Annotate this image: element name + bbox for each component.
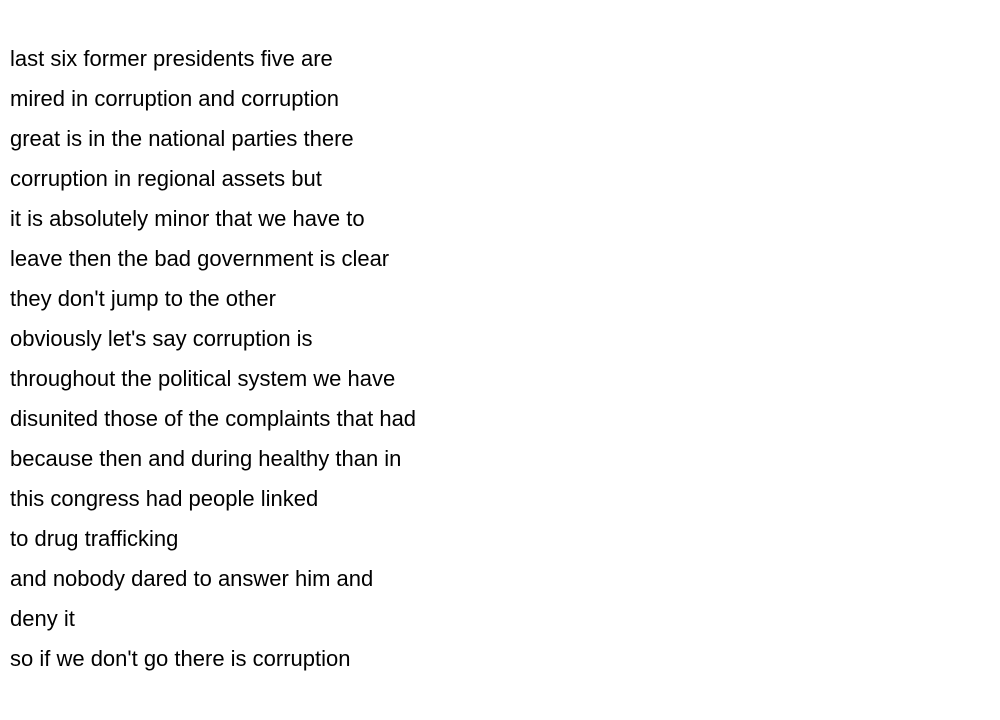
transcript-line: because then and during healthy than in (10, 446, 402, 471)
transcript-line: leave then the bad government is clear (10, 246, 390, 271)
transcript-line: corruption in regional assets but (10, 166, 322, 191)
transcript-line: deny it (10, 606, 75, 631)
transcript-line: throughout the political system we have (10, 366, 396, 391)
transcript-line: this congress had people linked (10, 486, 319, 511)
transcript-line: and nobody dared to answer him and (10, 566, 374, 591)
transcript-line: great is in the national parties there (10, 126, 354, 151)
transcript-line: obviously let's say corruption is (10, 326, 313, 351)
transcript-line: it is absolutely minor that we have to (10, 206, 365, 231)
transcript-line: disunited those of the complaints that had (10, 406, 417, 431)
transcript-line: so if we don't go there is corruption (10, 646, 351, 671)
transcript-line: to drug trafficking (10, 526, 179, 551)
transcript-line: mired in corruption and corruption (10, 86, 339, 111)
transcript-text (10, 39, 990, 679)
transcript-line: last six former presidents five are (10, 46, 333, 71)
transcript-line: they don't jump to the other (10, 286, 276, 311)
